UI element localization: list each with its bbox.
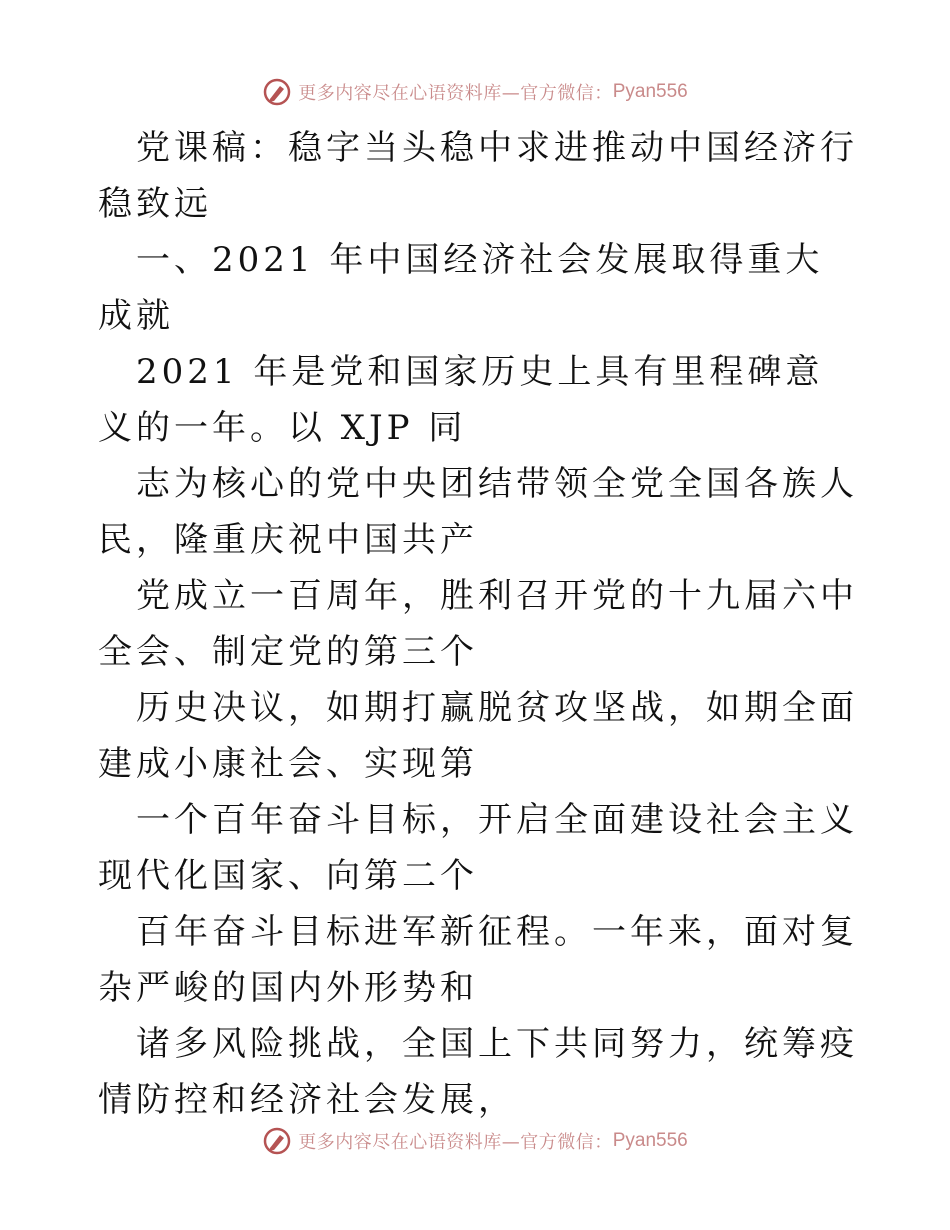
pen-nib-logo-icon bbox=[262, 77, 292, 107]
watermark-wechat-id: Pyan556 bbox=[612, 81, 688, 102]
document-title: 党课稿：稳字当头稳中求进推动中国经济行稳致远 bbox=[98, 128, 858, 224]
body-paragraph: 2021 年是党和国家历史上具有里程碑意义的一年。以 XJP 同 bbox=[98, 352, 824, 448]
pen-nib-logo-icon bbox=[262, 1126, 292, 1156]
watermark-header bbox=[0, 72, 950, 112]
body-paragraph: 诸多风险挑战，全国上下共同努力，统筹疫情防控和经济社会发展， bbox=[98, 1024, 858, 1120]
watermark-footer bbox=[0, 1121, 950, 1161]
body-paragraph: 一个百年奋斗目标，开启全面建设社会主义现代化国家、向第二个 bbox=[98, 800, 858, 896]
watermark-text: 更多内容尽在心语资料库—官方微信： bbox=[298, 1132, 613, 1153]
body-paragraph: 志为核心的党中央团结带领全党全国各族人民，隆重庆祝中国共产 bbox=[98, 464, 858, 560]
body-paragraph: 百年奋斗目标进军新征程。一年来，面对复杂严峻的国内外形势和 bbox=[98, 912, 858, 1008]
section-heading: 一、2021 年中国经济社会发展取得重大成就 bbox=[98, 240, 824, 336]
body-paragraph: 历史决议，如期打赢脱贫攻坚战，如期全面建成小康社会、实现第 bbox=[98, 688, 858, 784]
watermark-text: 更多内容尽在心语资料库—官方微信： bbox=[298, 83, 613, 104]
document-body bbox=[98, 120, 858, 1128]
watermark-wechat-id: Pyan556 bbox=[612, 1130, 688, 1151]
body-paragraph: 党成立一百周年，胜利召开党的十九届六中全会、制定党的第三个 bbox=[98, 576, 858, 672]
